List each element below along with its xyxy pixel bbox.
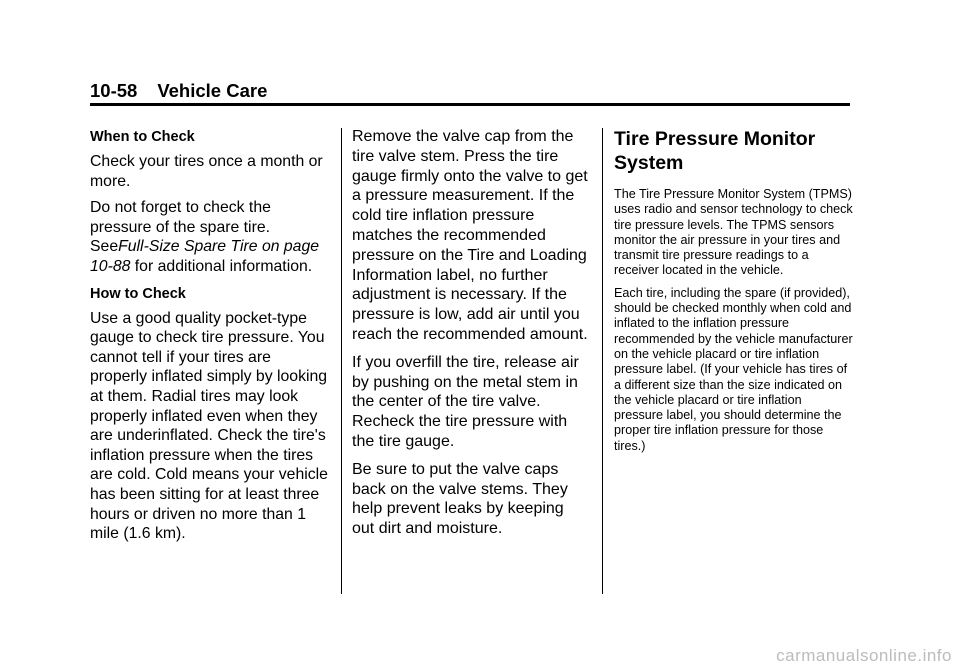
column-1 [90,127,330,551]
paragraph-text: Do not forget to check the pressure of the spare tire. See [90,199,271,256]
header-rule [90,103,850,106]
paragraph-text: for additional information. [130,257,313,275]
when-to-check-heading: When to Check [90,129,195,145]
paragraph: Be sure to put the valve caps back on the valve stems. They help prevent leaks by keeping out dirt and moisture. [352,460,568,538]
paragraph: Check your tires once a month or more. [90,153,323,190]
paragraph: Each tire, including the spare (if provided), should be checked monthly when cold and inflated to the inflation pressure recommended by the vehicle manufacturer on the vehicle placard or tire inflation pressure label. (If your vehicle has tires of a different size than the size indicated on the vehicle placard or tire inflation pressure label, you should determine the proper tire inflation pressure for those tires.) [614,285,853,453]
column-divider-1 [341,128,342,594]
paragraph: Remove the valve cap from the tire valve stem. Press the tire gauge firmly onto the valve to get a pressure measurement. If the cold tire inflation pressure matches the recommended pressure on the Tire and Loading Information label, no further adjustment is necessary. If the pressure is low, add air until you reach the recommended amount. [352,128,588,343]
tpms-heading: Tire Pressure Monitor System [614,128,816,174]
how-to-check-heading: How to Check [90,285,186,302]
spare-tire-reference-link[interactable]: Full-Size Spare Tire on page 10-88 [90,238,320,275]
page-number: 10-58 [90,80,138,101]
paragraph: Use a good quality pocket-type gauge to check tire pressure. You cannot tell if your tires are properly inflated simply by looking at them. Radial tires may look properly inflated even when they are underinflated. Check the tire's inflation pressure when the tires are cold. Cold means your vehicle has been sitting for at least three hours or driven no more than 1 mile (1.6 km). [90,309,328,543]
spare-tire-paragraph [90,198,330,276]
paragraph: If you overfill the tire, release air by pushing on the metal stem in the center of the tire valve. Recheck the tire pressure with the tire gauge. [352,353,579,450]
column-divider-2 [602,128,603,594]
section-title: Vehicle Care [157,80,268,101]
column-2 [352,127,590,547]
paragraph: The Tire Pressure Monitor System (TPMS) uses radio and sensor technology to check tire pressure levels. The TPMS sensors monitor the air pressure in your tires and transmit tire pressure readings to a receiver located in the vehicle. [614,187,853,278]
column-3 [614,127,854,461]
watermark: carmanualsonline.info [776,646,952,665]
